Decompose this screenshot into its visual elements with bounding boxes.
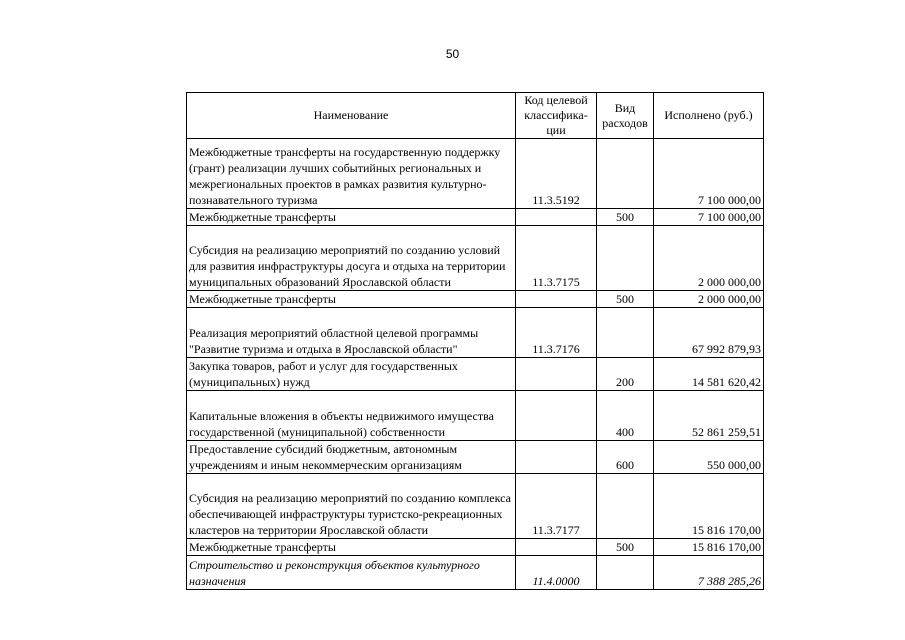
row-amount-cell: 7 100 000,00 xyxy=(654,209,764,226)
table-row xyxy=(187,226,764,291)
row-name-cell: Субсидия на реализацию мероприятий по созданию комплекса обеспечивающей инфраструктуры туристско-рекреационных кластеров на территории Ярославской области xyxy=(187,474,516,539)
row-name-cell: Межбюджетные трансферты xyxy=(187,539,516,556)
row-code-cell: 11.3.7176 xyxy=(516,308,597,358)
row-amount-cell: 2 000 000,00 xyxy=(654,291,764,308)
row-amount-cell: 7 388 285,26 xyxy=(654,556,764,590)
table-row xyxy=(187,291,764,308)
row-amount-cell: 15 816 170,00 xyxy=(654,539,764,556)
table-row xyxy=(187,139,764,209)
row-amount-cell: 14 581 620,42 xyxy=(654,358,764,391)
row-name-cell: Реализация мероприятий областной целевой программы "Развитие туризма и отдыха в Ярославской области" xyxy=(187,308,516,358)
row-kind-cell: 400 xyxy=(597,391,654,441)
row-amount-cell: 52 861 259,51 xyxy=(654,391,764,441)
row-code-cell: 11.3.7175 xyxy=(516,226,597,291)
row-code-cell xyxy=(516,358,597,391)
row-code-cell xyxy=(516,441,597,474)
row-name-cell: Субсидия на реализацию мероприятий по созданию условий для развития инфраструктуры досуга и отдыха на территории муниципальных образований Ярославской области xyxy=(187,226,516,291)
table-row xyxy=(187,441,764,474)
row-code-cell xyxy=(516,291,597,308)
row-kind-cell: 600 xyxy=(597,441,654,474)
table-row xyxy=(187,391,764,441)
header-name: Наименование xyxy=(187,93,516,139)
row-name-cell: Межбюджетные трансферты xyxy=(187,291,516,308)
row-code-cell: 11.3.7177 xyxy=(516,474,597,539)
row-code-cell xyxy=(516,391,597,441)
row-kind-cell: 500 xyxy=(597,209,654,226)
row-code-cell: 11.4.0000 xyxy=(516,556,597,590)
table-row xyxy=(187,556,764,590)
table-row xyxy=(187,539,764,556)
row-kind-cell xyxy=(597,139,654,209)
row-kind-cell: 500 xyxy=(597,291,654,308)
row-code-cell: 11.3.5192 xyxy=(516,139,597,209)
row-code-cell xyxy=(516,209,597,226)
header-amount: Исполнено (руб.) xyxy=(654,93,764,139)
row-kind-cell xyxy=(597,474,654,539)
page-number: 50 xyxy=(445,47,460,61)
row-amount-cell: 67 992 879,93 xyxy=(654,308,764,358)
row-kind-cell: 200 xyxy=(597,358,654,391)
row-amount-cell: 550 000,00 xyxy=(654,441,764,474)
header-kind: Вид расходов xyxy=(597,93,654,139)
row-amount-cell: 15 816 170,00 xyxy=(654,474,764,539)
row-kind-cell xyxy=(597,308,654,358)
table-row xyxy=(187,308,764,358)
row-name-cell: Межбюджетные трансферты xyxy=(187,209,516,226)
header-code: Код целевой классифика-ции xyxy=(516,93,597,139)
row-kind-cell xyxy=(597,556,654,590)
row-name-cell: Капитальные вложения в объекты недвижимого имущества государственной (муниципальной) собственности xyxy=(187,391,516,441)
row-name-cell: Межбюджетные трансферты на государственную поддержку (грант) реализации лучших событийных региональных и межрегиональных проектов в рамках развития культурно-познавательного туризма xyxy=(187,139,516,209)
row-amount-cell: 2 000 000,00 xyxy=(654,226,764,291)
row-amount-cell: 7 100 000,00 xyxy=(654,139,764,209)
row-kind-cell xyxy=(597,226,654,291)
row-name-cell: Предоставление субсидий бюджетным, автономным учреждениям и иным некоммерческим организациям xyxy=(187,441,516,474)
row-code-cell xyxy=(516,539,597,556)
table-row xyxy=(187,474,764,539)
row-name-cell: Строительство и реконструкция объектов культурного назначения xyxy=(187,556,516,590)
row-name-cell: Закупка товаров, работ и услуг для государственных (муниципальных) нужд xyxy=(187,358,516,391)
table-body xyxy=(187,139,764,590)
table-header-row xyxy=(187,93,764,139)
row-kind-cell: 500 xyxy=(597,539,654,556)
table-row xyxy=(187,358,764,391)
expenditure-table xyxy=(186,92,764,590)
table-row xyxy=(187,209,764,226)
